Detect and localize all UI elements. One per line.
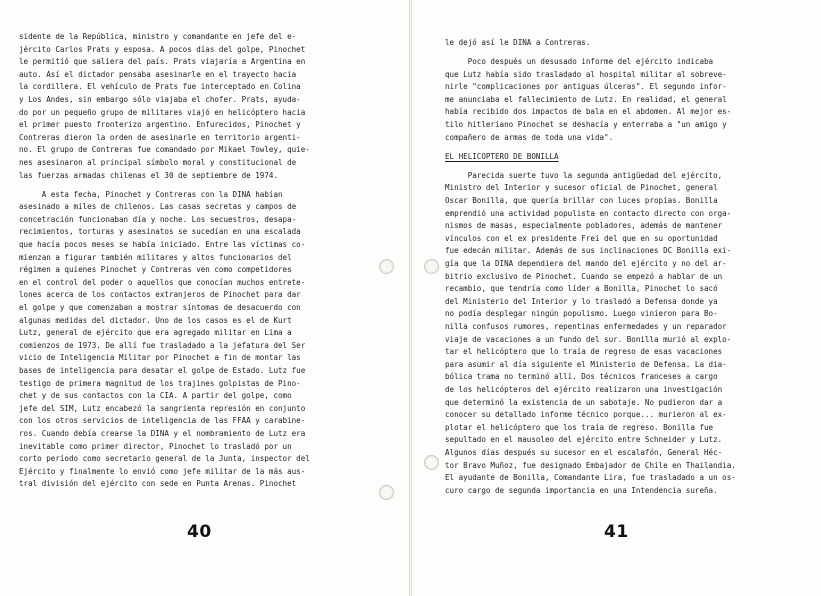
text-line: A esta fecha, Pinochet y Contreras con la DINA habían	[19, 189, 283, 199]
text-line: ros. Cuando debía crearse la DINA y el nombramiento de Lutz era	[19, 428, 306, 438]
text-line: tral división del ejército con sede en Punta Arenas. Pinochet	[19, 479, 297, 489]
text-line: nirle "complicaciones por antiguas úlceras". El segundo infor-	[445, 82, 727, 92]
text-line: la cordillera. El vehículo de Prats fue interceptado en Colina	[19, 82, 301, 92]
text-line: sepultado en el mausoleo del ejército entre Schneider y Lutz.	[445, 435, 723, 445]
text-line: tor Bravo Muñoz, fue designado Embajador de Chile en Thailandia.	[445, 460, 736, 470]
text-line: le dejó así le DINA a Contreras.	[445, 38, 591, 47]
text-line: concetración funcionaban día y noche. Los secuestros, desapa-	[19, 214, 297, 224]
text-line: bitrio exclusivo de Pinochet. Cuando se empezó a hablar de un	[445, 271, 723, 281]
text-line: el golpe y que comenzaban a mostrar síntomas de desacuerdo con	[19, 302, 301, 312]
text-line: lones acerca de los contactos extranjeros de Pinochet para dar	[19, 290, 301, 300]
text-line: tar el helicóptero que lo traía de regreso de esas vacaciones	[445, 347, 723, 357]
left-page	[0, 0, 409, 596]
text-line: plotar el helicóptero que los traía de regreso. Bonilla fue	[445, 422, 714, 432]
text-line: nes asesinaron al principal símbolo moral y constitucional de	[19, 157, 297, 167]
text-line: bólica trama no terminó allí. Dos técnicos franceses a cargo	[445, 372, 718, 382]
text-line: Algunos días después su sucesor en el escalafón, General Héc-	[445, 447, 723, 457]
text-line: gía que la DINA dependiera del mando del ejército y no del ar-	[445, 259, 727, 268]
punch-hole	[379, 485, 394, 500]
right-page-text	[445, 37, 813, 497]
text-line: había recibido dos impactos de bala en el abdomen. Al mejor es-	[445, 107, 732, 117]
text-line: que Lutz había sido trasladado al hospital militar al sobreve-	[445, 69, 727, 79]
text-line: bases de inteligencia para desatar el golpe de Estado. Lutz fue	[19, 365, 306, 375]
text-line: el primer puesto fronterizo argentino. Enfurecidos, Pinochet y	[19, 120, 301, 130]
text-line: do por un pequeño grupo de militares viajó en helicóptero hacia	[19, 107, 306, 117]
text-line: nilla confusos rumores, repentinas enfermedades y un reparador	[445, 321, 727, 331]
text-line: Poco después un desusado informe del ejército indicaba	[445, 57, 714, 67]
text-line: Lutz, general de ejército que era agregado militar en Lima a	[19, 328, 292, 338]
page-number: 41	[604, 522, 629, 542]
text-line: recimientos, torturas y asesinatos se sucedían en una escalada	[19, 227, 301, 237]
text-line: no podía desplegar ningún populismo. Luego vinieron para Bo-	[445, 309, 718, 319]
text-line: en el control del poder o aquellos que conocían muchos entrete-	[19, 277, 306, 287]
text-line: le permitió que saliera del país. Prats viajaría a Argentina en	[19, 57, 306, 67]
page-number: 40	[187, 522, 212, 542]
text-line: del Ministerio del Interior y lo trasladó a Defensa donde ya	[445, 296, 718, 306]
text-line: las fuerzas armadas chilenas el 30 de septiembre de 1974.	[19, 170, 278, 180]
text-line: corto período como secretario general de la Junta, inspector del	[19, 454, 310, 464]
text-line: jército Carlos Prats y esposa. A pocos días del golpe, Pinochet	[19, 44, 306, 54]
text-line: Ministro del Interior y sucesor oficial de Pinochet, general	[445, 183, 718, 193]
text-line: chet y de sus contactos con la CIA. A partir del golpe, como	[19, 391, 292, 401]
text-line: no. El grupo de Contreras fue comandado por Mikael Towley, quie-	[19, 145, 310, 155]
text-line: testigo de primera magnitud de los trajines golpistas de Pino-	[19, 378, 301, 388]
text-line: El ayudante de Bonilla, Comandante Lira, fue trasladado a un os-	[445, 473, 736, 483]
text-line: tilo hitleriano Pinochet se deshacía y enterraba a "un amigo y	[445, 120, 727, 130]
text-line: asesinado a miles de chilenos. Las casas secretas y campos de	[19, 202, 297, 212]
text-line: y Los Andes, sin embargo sólo viajaba el chofer. Prats, ayuda-	[19, 94, 301, 104]
text-line: régimen a quienes Pinochet y Contreras ven como competidores	[19, 265, 292, 275]
text-line: Contreras dieron la orden de asesinarle en territorio argenti-	[19, 132, 301, 142]
text-line: nismos de masas, especialmente pobladores, además de mantener	[445, 221, 723, 231]
text-line: Oscar Bonilla, que quería brillar con luces propias. Bonilla	[445, 196, 718, 206]
text-line: emprendió una actividad populista en contacto directo con orga-	[445, 208, 732, 218]
text-line: para asumir al día siguiente el Ministerio de Defensa. La dia-	[445, 359, 727, 369]
text-line: inevitable como primer director, Pinochet lo trasladó por un	[19, 441, 292, 451]
text-line: fue edecán militar. Además de sus inclinaciones DC Bonilla exi-	[445, 246, 732, 256]
text-line: vicio de Inteligencia Militar por Pinochet a fin de montar las	[19, 353, 301, 363]
text-line: recambio, que tendría como líder a Bonilla, Pinochet lo sacó	[445, 284, 718, 294]
text-line: Ejército y finalmente lo envió como jefe militar de la más aus-	[19, 466, 306, 476]
punch-hole	[379, 259, 394, 274]
punch-hole	[424, 259, 439, 274]
text-line: sidente de la República, ministro y comandante en jefe del e-	[19, 32, 297, 41]
punch-hole	[424, 455, 439, 470]
text-line: viaje de vacaciones a un fundo del sur. Bonilla murió al explo-	[445, 334, 732, 344]
text-line: mienzan a figurar también militares y altos funcionarios del	[19, 252, 292, 262]
text-line: me anunciaba el fallecimiento de Lutz. En realidad, el general	[445, 94, 727, 104]
text-line: vínculos con el ex presidente Frei del que en su oportunidad	[445, 233, 718, 243]
text-line: auto. Así el dictador pensaba asesinarle en el trayecto hacia	[19, 69, 297, 79]
text-line: algunas medidas del dictador. Uno de los casos es el de Kurt	[19, 315, 292, 325]
left-page-text	[19, 31, 397, 491]
section-heading: EL HELICOPTERO DE BONILLA	[445, 151, 559, 161]
section-heading-line	[445, 151, 813, 164]
text-line: conocer su detallado informe técnico porque... murieron al ex-	[445, 410, 727, 420]
text-line: compañero de armas de toda una vida".	[445, 132, 614, 142]
text-line: de los helicópteros del ejército realizaron una investigación	[445, 384, 723, 394]
right-page	[412, 0, 821, 596]
text-line: curo cargo de segunda importancia en una Intendencia sureña.	[445, 485, 718, 495]
text-line: que determinó la existencia de un sabotaje. No pudieron dar a	[445, 397, 723, 407]
text-line: Parecida suerte tuvo la segunda antigüedad del ejército,	[445, 170, 723, 180]
text-line: con los otros servicios de inteligencia de las FFAA y carabine-	[19, 416, 306, 426]
text-line: que hacía pocos meses se había iniciado. Entre las víctimas co-	[19, 240, 306, 249]
text-line: jefe del SIM, Lutz encabezó la sangrienta represión en conjunto	[19, 403, 306, 413]
text-line: comienzos de 1973. De allí fue trasladado a la jefatura del Ser	[19, 340, 306, 350]
